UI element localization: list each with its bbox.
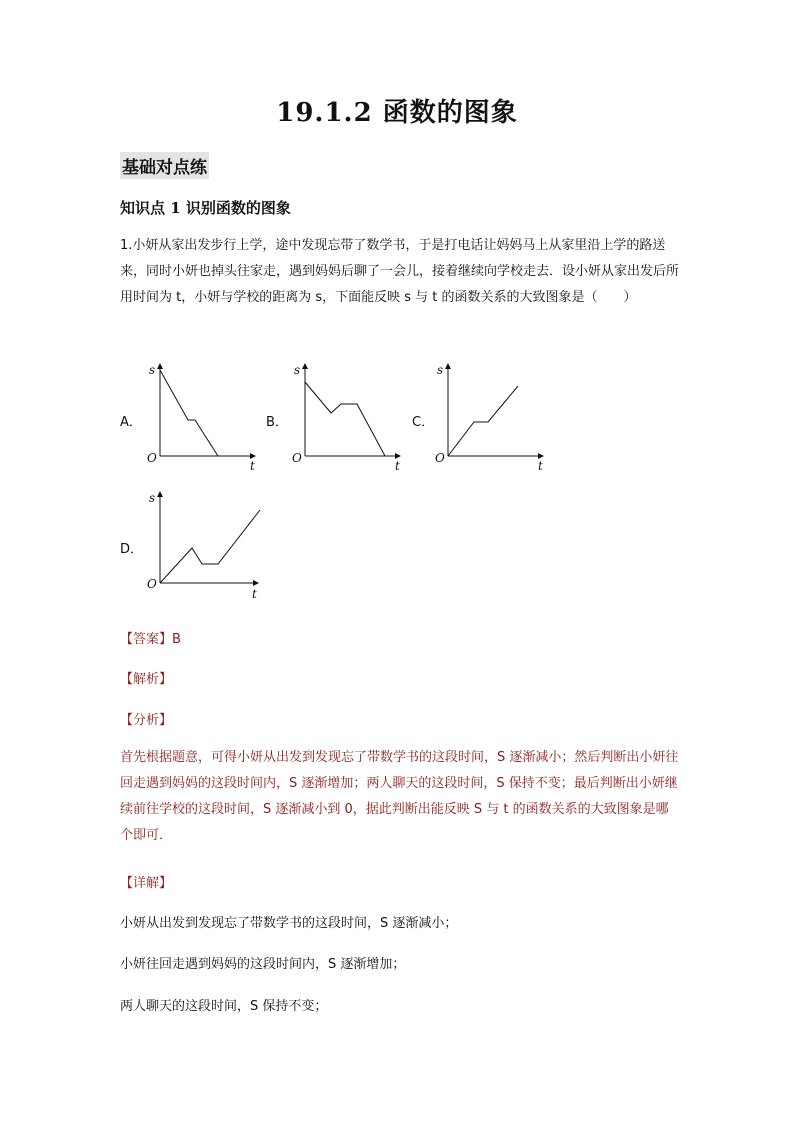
x-axis-label: t [252, 587, 257, 601]
detail-tag: 【详解】 [120, 876, 173, 891]
option-c-label: C． [412, 415, 435, 430]
detail-line-2: 小妍往回走遇到妈妈的这段时间内，S 逐渐增加； [120, 957, 406, 972]
function-curve [160, 370, 218, 456]
function-curve [305, 382, 385, 456]
function-curve [160, 510, 260, 583]
option-b-label: B． [266, 415, 288, 430]
fenxi-text: 首先根据题意，可得小妍从出发到发现忘了带数学书的这段时间，S 逐渐减小；然后判断出小妍往回走遇到妈妈的这段时间内，S 逐渐增加；两人聊天的这段时间，S 保持不变；最后判断出小妍继续前往学校的这段时间，S 逐渐减小到 0，据此判断出能反映 S 与 t 的函数关系的大致图象是哪个即可． [120, 750, 679, 843]
x-axis-label: t [250, 459, 255, 473]
answer-line [120, 628, 181, 647]
graph-option-c [428, 358, 553, 473]
answer-value: B [172, 632, 181, 647]
origin-label: O [147, 451, 157, 465]
function-curve [448, 386, 518, 456]
y-axis-label: s [149, 363, 156, 377]
option-d-label: D． [120, 542, 144, 557]
page-title: 19.1.2 函数的图象 [276, 98, 518, 128]
detail-line-3: 两人聊天的这段时间，S 保持不变； [120, 999, 328, 1014]
graph-option-b [285, 358, 410, 473]
y-axis-label: s [437, 363, 444, 377]
fenxi-tag: 【分析】 [120, 713, 173, 728]
option-a-label: A． [120, 415, 142, 430]
y-axis-label: s [294, 363, 301, 377]
origin-label: O [147, 577, 157, 591]
origin-label: O [435, 451, 445, 465]
section-label: 基础对点练 [120, 152, 209, 179]
y-axis-label: s [149, 491, 156, 505]
answer-tag: 【答案】 [120, 632, 173, 647]
detail-line-1: 小妍从出发到发现忘了带数学书的这段时间，S 逐渐减小； [120, 916, 458, 931]
analysis-tag: 【解析】 [120, 672, 173, 687]
origin-label: O [292, 451, 302, 465]
question-text: 1.小妍从家出发步行上学，途中发现忘带了数学书，于是打电话让妈妈马上从家里沿上学的路送来，同时小妍也掉头往家走，遇到妈妈后聊了一会儿，接着继续向学校走去．设小妍从家出发后所用时间为 t，小妍与学校的距离为 s，下面能反映 s 与 t 的函数关系的大致图象是（ ） [120, 238, 680, 305]
graph-option-a [140, 358, 265, 473]
x-axis-label: t [538, 459, 543, 473]
knowledge-point-heading: 知识点 1 识别函数的图象 [120, 199, 291, 217]
graph-option-d [140, 486, 270, 604]
x-axis-label: t [395, 459, 400, 473]
